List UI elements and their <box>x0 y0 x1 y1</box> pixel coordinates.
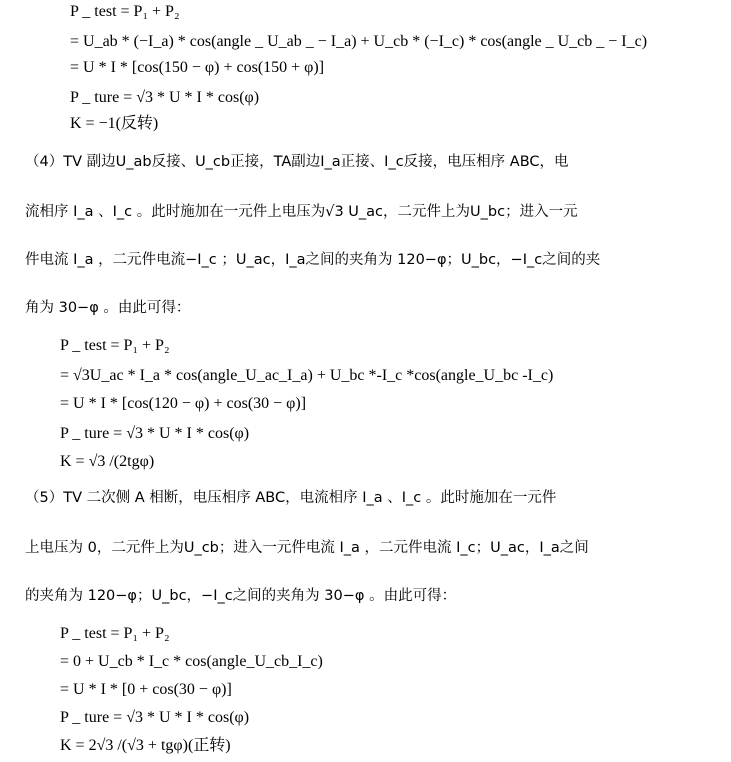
paragraph-line: （4）TV 副边U_ab反接、U_cb正接，TA副边I_a正接、I_c反接，电压相序 ABC，电 <box>25 154 569 170</box>
equation-line: P _ test = P₁ + P₂ <box>60 337 170 354</box>
equation-line: = U * I * [0 + cos(30 − φ)] <box>60 681 232 698</box>
equation-line: P _ ture = √3 * U * I * cos(φ) <box>60 709 250 726</box>
equation-line: K = −1(反转) <box>70 115 159 132</box>
equation-line: K = 2√3 /(√3 + tgφ)(正转) <box>60 737 231 754</box>
equation-line: P _ ture = √3 * U * I * cos(φ) <box>70 89 260 106</box>
equation-line: = 0 + U_cb * I_c * cos(angle_U_cb_I_c) <box>60 653 323 670</box>
equation-line: P _ ture = √3 * U * I * cos(φ) <box>60 425 250 442</box>
equation-line: = √3U_ac * I_a * cos(angle_U_ac_I_a) + U_bc *-I_c *cos(angle_U_bc -I_c) <box>60 367 554 384</box>
equation-line: = U_ab * (−I_a) * cos(angle _ U_ab _ − I_a) + U_cb * (−I_c) * cos(angle _ U_cb _ − I_c) <box>70 33 648 50</box>
paragraph-line: （5）TV 二次侧 A 相断，电压相序 ABC，电流相序 I_a 、I_c 。此时施加在一元件 <box>25 490 557 506</box>
equation-line: = U * I * [cos(120 − φ) + cos(30 − φ)] <box>60 395 307 412</box>
equation-line: P _ test = P₁ + P₂ <box>60 625 170 642</box>
equation-line: P _ test = P₁ + P₂ <box>70 3 180 20</box>
paragraph-line: 角为 30−φ 。由此可得： <box>25 300 191 316</box>
equation-line: = U * I * [cos(150 − φ) + cos(150 + φ)] <box>70 59 325 76</box>
paragraph-line: 流相序 I_a 、I_c 。此时施加在一元件上电压为√3 U_ac，二元件上为U_bc；进入一元 <box>25 204 578 220</box>
equation-line: K = √3 /(2tgφ) <box>60 453 155 470</box>
paragraph-line: 的夹角为 120−φ；U_bc，−I_c之间的夹角为 30−φ 。由此可得： <box>25 588 457 604</box>
paragraph-line: 件电流 I_a ，二元件电流−I_c ；U_ac，I_a之间的夹角为 120−φ；U_bc，−I_c之间的夹 <box>25 252 601 268</box>
paragraph-line: 上电压为 0，二元件上为U_cb；进入一元件电流 I_a ，二元件电流 I_c；U_ac，I_a之间 <box>25 540 589 556</box>
